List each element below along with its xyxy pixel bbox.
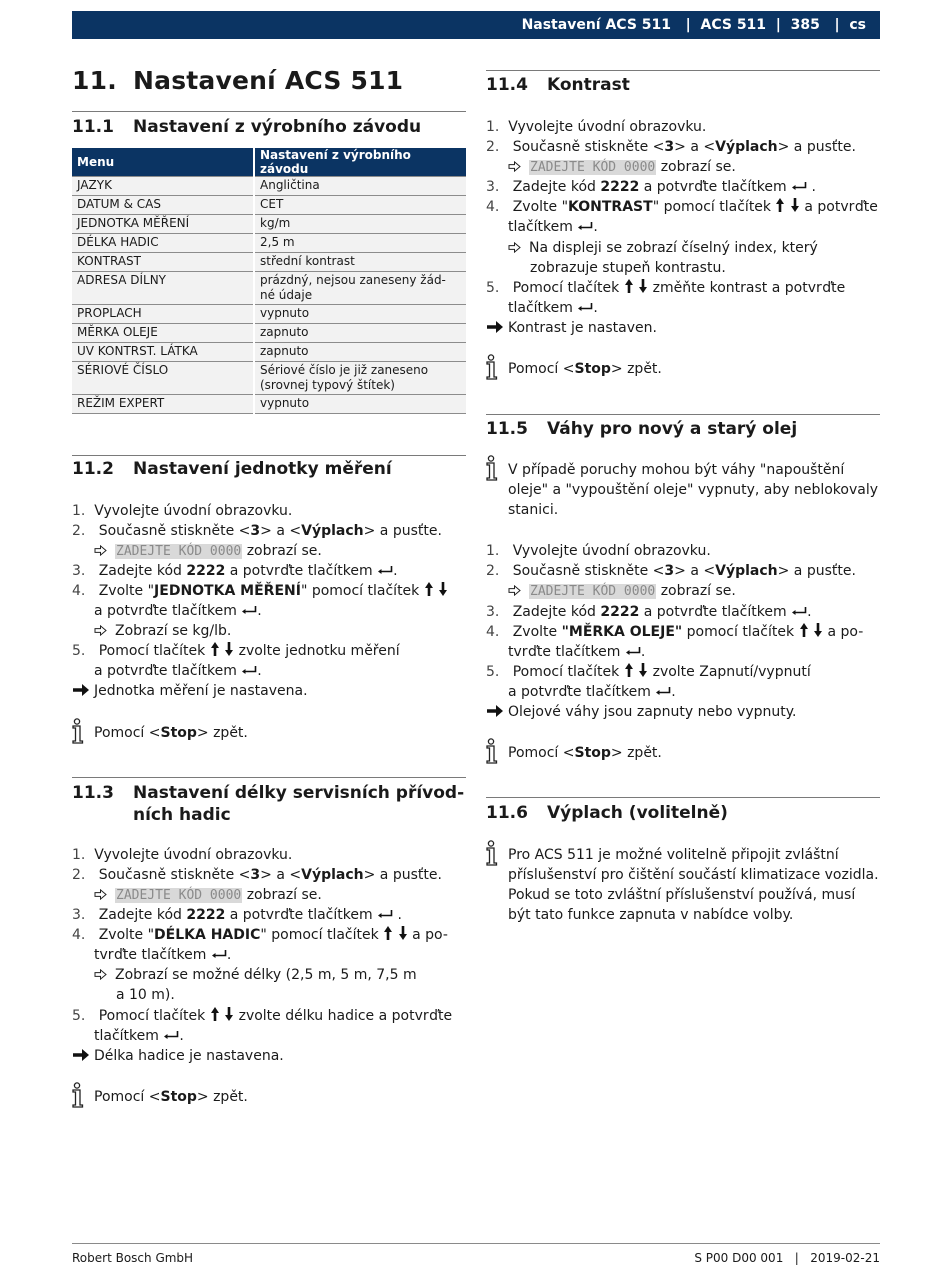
result-final [486, 318, 657, 338]
list-item: 2. Současně stiskněte <3> a <Výplach> a pusťte. [486, 139, 856, 155]
table-row [72, 234, 466, 253]
info-note: V případě poruchy mohou být váhy "napouštění [508, 462, 845, 478]
step-text: Vyvolejte úvodní obrazovku. [512, 543, 711, 559]
chapter-title-text: Nastavení ACS 511 [133, 66, 404, 95]
step-text: > a pusťte. [777, 563, 856, 579]
list-item: 4. Zvolte "DÉLKA HADIC" pomocí tlačítek a po- [72, 927, 448, 943]
enter-key-icon [241, 605, 257, 615]
list-item: 1. Vyvolejte úvodní obrazovku. [486, 543, 711, 559]
arrow-down-icon [638, 662, 648, 678]
table-cell-setting: prázdný, nejsou zaneseny žád- né údaje [254, 272, 466, 305]
arrow-up-icon [775, 197, 785, 213]
key-3: 3 [664, 563, 675, 579]
step-text: a potvrďte tlačítkem [639, 604, 792, 620]
step-text: > a < [674, 139, 716, 155]
result-arrow-icon [508, 242, 521, 253]
section-number: 11.6 [486, 803, 528, 823]
result-arrow-icon [508, 161, 521, 172]
result-line-cont [116, 985, 175, 1005]
table-cell-setting: CET [254, 196, 466, 215]
list-item-cont: tlačítkem . [94, 1028, 184, 1044]
list-item-cont: tlačítkem . [508, 300, 598, 316]
step-text: Vyvolejte úvodní obrazovku. [94, 503, 293, 519]
table-cell-menu: SÉRIOVÉ ČÍSLO [72, 362, 254, 395]
key-stop: Stop [160, 1089, 197, 1105]
header-text: Nastavení ACS 511 | ACS 511 | 385 | cs [521, 17, 866, 33]
table-cell-menu: REŽIM EXPERT [72, 395, 254, 414]
enter-key-icon [241, 665, 257, 675]
arrow-down-icon [438, 581, 448, 597]
step-text: > a pusťte. [363, 523, 442, 539]
section-title-11-4 [486, 74, 880, 96]
table-cell-setting: zapnuto [254, 343, 466, 362]
list-item: 2. Současně stiskněte <3> a <Výplach> a pusťte. [72, 523, 442, 539]
note-text: Pomocí < [508, 361, 575, 377]
table-header-setting: Nastavení z výrobního závodu [254, 148, 466, 177]
section-divider [486, 797, 880, 798]
factory-settings-table [72, 148, 466, 414]
note-text: > zpět. [610, 361, 662, 377]
code-2222: 2222 [186, 907, 226, 923]
arrow-up-icon [210, 641, 220, 657]
result-line [508, 238, 818, 258]
table-header-row [72, 148, 466, 177]
list-item: 3. Zadejte kód 2222 a potvrďte tlačítkem . [486, 604, 812, 620]
step-text: Pomocí tlačítek [512, 664, 624, 680]
step-text: zvolte jednotku měření [234, 643, 400, 659]
enter-key-icon [791, 181, 807, 191]
table-row [72, 395, 466, 414]
table-cell-setting: kg/m [254, 215, 466, 234]
list-item: 1. Vyvolejte úvodní obrazovku. [486, 119, 707, 135]
step-text: a 10 m). [116, 987, 175, 1003]
section-number: 11.1 [72, 117, 114, 137]
code-2222: 2222 [600, 179, 640, 195]
final-result-icon [72, 1048, 90, 1062]
step-text: Jednotka měření je nastavena. [94, 683, 308, 699]
result-line [94, 541, 322, 562]
step-text: a po- [823, 624, 864, 640]
list-item: 3. Zadejte kód 2222 a potvrďte tlačítkem . [486, 179, 816, 195]
section-title-11-2 [72, 458, 466, 480]
enter-key-icon [655, 686, 671, 696]
step-text: Pomocí tlačítek [98, 643, 210, 659]
section-title-11-1 [72, 116, 466, 138]
list-item-cont: tvrďte tlačítkem . [94, 947, 232, 963]
section-divider [486, 414, 880, 415]
step-text: tvrďte tlačítkem [508, 644, 625, 660]
key-vyplach: Výplach [715, 563, 778, 579]
table-row [72, 362, 466, 395]
step-text: Vyvolejte úvodní obrazovku. [508, 119, 707, 135]
arrow-up-icon [624, 662, 634, 678]
enter-key-icon [377, 909, 393, 919]
step-text: zvolte Zapnutí/vypnutí [648, 664, 811, 680]
arrow-down-icon [398, 925, 408, 941]
step-text: Zobrazí se kg/lb. [115, 623, 232, 639]
key-vyplach: Výplach [301, 523, 364, 539]
result-line [508, 157, 736, 178]
step-text: Zvolte " [98, 583, 155, 599]
section-title-text: Výplach (volitelně) [547, 803, 728, 823]
section-title-11-3 [72, 782, 466, 826]
table-cell-menu: MĚRKA OLEJE [72, 324, 254, 343]
list-item: 3. Zadejte kód 2222 a potvrďte tlačítkem . [72, 563, 398, 579]
table-row [72, 343, 466, 362]
step-text: Pomocí tlačítek [512, 280, 624, 296]
note-text: > zpět. [196, 725, 248, 741]
section-number: 11.2 [72, 459, 114, 479]
step-text: Zadejte kód [98, 907, 187, 923]
display-code: ZADEJTE KÓD 0000 [116, 888, 242, 903]
section-number: 11.3 [72, 783, 114, 803]
key-vyplach: Výplach [715, 139, 778, 155]
table-row [72, 305, 466, 324]
paragraph-line: Pro ACS 511 je možné volitelně připojit zvláštní [508, 847, 839, 863]
step-text: tlačítkem [508, 219, 578, 235]
result-arrow-icon [94, 545, 107, 556]
chapter-number: 11. [72, 66, 117, 95]
info-note: stanici. [508, 502, 559, 518]
note-text: > zpět. [196, 1089, 248, 1105]
section-title-text: Kontrast [547, 75, 630, 95]
list-item: 5. Pomocí tlačítek zvolte délku hadice a potvrďte [72, 1008, 453, 1024]
code-2222: 2222 [600, 604, 640, 620]
step-text: a potvrďte tlačítkem [225, 907, 378, 923]
step-text: > a < [260, 523, 302, 539]
result-final [72, 1046, 284, 1066]
list-item: 4. Zvolte "KONTRAST" pomocí tlačítek a potvrďte [486, 199, 878, 215]
table-row [72, 324, 466, 343]
step-text: Pomocí tlačítek [98, 1008, 210, 1024]
menu-name: KONTRAST [568, 199, 653, 215]
list-item: 1. Vyvolejte úvodní obrazovku. [72, 847, 293, 863]
step-text: > a < [674, 563, 716, 579]
key-vyplach: Výplach [301, 867, 364, 883]
paragraph-line: příslušenství pro čištění součástí klimatizace vozidla. [508, 867, 879, 883]
key-stop: Stop [574, 745, 611, 761]
key-stop: Stop [574, 361, 611, 377]
result-line [94, 621, 231, 641]
list-item-cont: tvrďte tlačítkem . [508, 644, 646, 660]
section-title-text: Nastavení délky servisních přívod- [133, 783, 465, 803]
section-title-text: Nastavení z výrobního závodu [133, 117, 422, 137]
step-text: Zvolte " [98, 927, 155, 943]
display-code: ZADEJTE KÓD 0000 [530, 160, 656, 175]
step-text: Délka hadice je nastavena. [94, 1048, 284, 1064]
arrow-down-icon [224, 641, 234, 657]
info-note [508, 359, 662, 379]
section-number: 11.5 [486, 419, 528, 439]
table-cell-menu: JAZYK [72, 177, 254, 196]
info-note: oleje" a "vypouštění oleje" vypnuty, aby neblokovaly [508, 482, 879, 498]
table-row [72, 196, 466, 215]
step-text: Zvolte [512, 624, 562, 640]
info-icon [486, 455, 502, 481]
step-text: a potvrďte tlačítkem [508, 684, 656, 700]
table-row [72, 177, 466, 196]
section-divider [72, 111, 466, 112]
list-item: 3. Zadejte kód 2222 a potvrďte tlačítkem . [72, 907, 402, 923]
result-line [94, 965, 417, 985]
list-item: 4. Zvolte "MĚRKA OLEJE" pomocí tlačítek a po- [486, 624, 864, 640]
key-3: 3 [250, 523, 261, 539]
code-2222: 2222 [186, 563, 226, 579]
arrow-down-icon [638, 278, 648, 294]
display-code: ZADEJTE KÓD 0000 [116, 544, 242, 559]
note-text: > zpět. [610, 745, 662, 761]
arrow-down-icon [790, 197, 800, 213]
table-cell-setting: Angličtina [254, 177, 466, 196]
arrow-down-icon [224, 1006, 234, 1022]
table-cell-menu: JEDNOTKA MĚŘENÍ [72, 215, 254, 234]
info-icon [72, 718, 88, 744]
step-text: Zadejte kód [98, 563, 187, 579]
menu-name: "MĚRKA OLEJE" [561, 624, 683, 640]
menu-name: JEDNOTKA MĚŘENÍ [154, 583, 301, 599]
menu-name: DÉLKA HADIC [154, 927, 261, 943]
footer-doc-info: S P00 D00 001 | 2019-02-21 [694, 1251, 880, 1265]
section-title-text: Váhy pro nový a starý olej [547, 419, 798, 439]
step-text: změňte kontrast a potvrďte [648, 280, 846, 296]
list-item-cont: a potvrďte tlačítkem . [508, 684, 676, 700]
section-title-11-5 [486, 418, 880, 440]
enter-key-icon [577, 302, 593, 312]
list-item: 2. Současně stiskněte <3> a <Výplach> a pusťte. [72, 867, 442, 883]
step-text: zobrazí se. [246, 887, 322, 903]
table-cell-menu: ADRESA DÍLNY [72, 272, 254, 305]
step-text: a potvrďte tlačítkem [225, 563, 378, 579]
step-text: > a pusťte. [777, 139, 856, 155]
key-3: 3 [250, 867, 261, 883]
list-item: 5. Pomocí tlačítek změňte kontrast a potvrďte [486, 280, 846, 296]
section-title-text: Nastavení jednotky měření [133, 459, 392, 479]
step-text: a potvrďte tlačítkem [639, 179, 792, 195]
arrow-up-icon [624, 278, 634, 294]
note-text: Pomocí < [94, 1089, 161, 1105]
step-text: tvrďte tlačítkem [94, 947, 211, 963]
enter-key-icon [377, 565, 393, 575]
step-text: a potvrďte tlačítkem [94, 603, 242, 619]
result-final [72, 681, 308, 701]
table-cell-setting: vypnuto [254, 395, 466, 414]
step-text: a potvrďte tlačítkem [94, 663, 242, 679]
final-result-icon [72, 683, 90, 697]
result-arrow-icon [94, 625, 107, 636]
enter-key-icon [211, 949, 227, 959]
list-item: 5. Pomocí tlačítek zvolte jednotku měření [72, 643, 400, 659]
info-icon [486, 840, 502, 866]
info-note [94, 1087, 248, 1107]
list-item: 2. Současně stiskněte <3> a <Výplach> a pusťte. [486, 563, 856, 579]
step-text: Zvolte " [512, 199, 569, 215]
enter-key-icon [163, 1030, 179, 1040]
arrow-down-icon [813, 622, 823, 638]
step-text: zobrazí se. [660, 583, 736, 599]
table-cell-setting: Sériové číslo je již zaneseno (srovnej typový štítek) [254, 362, 466, 395]
section-number: 11.4 [486, 75, 528, 95]
step-text: Vyvolejte úvodní obrazovku. [94, 847, 293, 863]
step-text: Zobrazí se možné délky (2,5 m, 5 m, 7,5 m [115, 967, 417, 983]
step-text: > a pusťte. [363, 867, 442, 883]
table-cell-setting: 2,5 m [254, 234, 466, 253]
step-text: Současně stiskněte < [512, 563, 665, 579]
table-cell-menu: DATUM & CAS [72, 196, 254, 215]
list-item-cont: a potvrďte tlačítkem . [94, 663, 262, 679]
info-note [508, 743, 662, 763]
display-code: ZADEJTE KÓD 0000 [530, 584, 656, 599]
info-icon [72, 1082, 88, 1108]
list-item-cont: tlačítkem . [508, 219, 598, 235]
section-title-text: ních hadic [133, 805, 231, 825]
result-arrow-icon [94, 969, 107, 980]
arrow-up-icon [424, 581, 434, 597]
table-cell-setting: zapnuto [254, 324, 466, 343]
step-text: zobrazí se. [246, 543, 322, 559]
table-row [72, 272, 466, 305]
step-text: tlačítkem [94, 1028, 164, 1044]
info-icon [486, 354, 502, 380]
page-header [72, 11, 880, 39]
key-3: 3 [664, 139, 675, 155]
info-icon [486, 738, 502, 764]
table-cell-menu: KONTRAST [72, 253, 254, 272]
step-text: a po- [407, 927, 448, 943]
step-text: zobrazí se. [660, 159, 736, 175]
note-text: Pomocí < [508, 745, 575, 761]
step-text: zobrazuje stupeň kontrastu. [530, 260, 726, 276]
section-divider [486, 70, 880, 71]
step-text: Kontrast je nastaven. [508, 320, 657, 336]
footer-company: Robert Bosch GmbH [72, 1251, 194, 1265]
table-row [72, 253, 466, 272]
note-text: Pomocí < [94, 725, 161, 741]
result-line-cont [530, 258, 726, 278]
step-text: Zadejte kód [512, 604, 601, 620]
step-text: " pomocí tlačítek [300, 583, 424, 599]
paragraph-line: Pokud se toto zvláštní příslušenství používá, musí [508, 887, 856, 903]
step-text: " pomocí tlačítek [260, 927, 384, 943]
step-text: Současně stiskněte < [512, 139, 665, 155]
list-item: 4. Zvolte "JEDNOTKA MĚŘENÍ" pomocí tlačítek [72, 581, 448, 601]
step-text: Současně stiskněte < [98, 867, 251, 883]
enter-key-icon [577, 221, 593, 231]
chapter-title [72, 66, 403, 95]
key-stop: Stop [160, 725, 197, 741]
step-text: Zadejte kód [512, 179, 601, 195]
list-item-cont: a potvrďte tlačítkem . [94, 603, 262, 619]
table-cell-setting: vypnuto [254, 305, 466, 324]
step-text: Současně stiskněte < [98, 523, 251, 539]
info-note [94, 723, 248, 743]
arrow-up-icon [210, 1006, 220, 1022]
step-text: > a < [260, 867, 302, 883]
arrow-up-icon [799, 622, 809, 638]
step-text: Olejové váhy jsou zapnuty nebo vypnuty. [508, 704, 797, 720]
section-divider [72, 455, 466, 456]
table-row [72, 215, 466, 234]
step-text: a potvrďte [799, 199, 878, 215]
paragraph-line: být tato funkce zapnuta v nabídce volby. [508, 907, 794, 923]
section-title-11-6 [486, 802, 880, 824]
arrow-up-icon [383, 925, 393, 941]
result-final [486, 702, 796, 722]
table-cell-menu: DÉLKA HADIC [72, 234, 254, 253]
table-cell-menu: PROPLACH [72, 305, 254, 324]
list-item: 5. Pomocí tlačítek zvolte Zapnutí/vypnutí [486, 664, 811, 680]
list-item: 1. Vyvolejte úvodní obrazovku. [72, 503, 293, 519]
step-text: pomocí tlačítek [682, 624, 799, 640]
table-cell-menu: UV KONTRST. LÁTKA [72, 343, 254, 362]
footer-divider [72, 1243, 880, 1244]
table-cell-setting: střední kontrast [254, 253, 466, 272]
result-line [508, 581, 736, 602]
section-divider [72, 777, 466, 778]
step-text: tlačítkem [508, 300, 578, 316]
step-text: Na displeji se zobrazí číselný index, který [529, 240, 818, 256]
result-arrow-icon [508, 585, 521, 596]
enter-key-icon [625, 646, 641, 656]
enter-key-icon [791, 606, 807, 616]
result-line [94, 885, 322, 906]
final-result-icon [486, 320, 504, 334]
final-result-icon [486, 704, 504, 718]
step-text: " pomocí tlačítek [652, 199, 776, 215]
step-text: zvolte délku hadice a potvrďte [234, 1008, 453, 1024]
table-header-menu: Menu [72, 148, 254, 177]
result-arrow-icon [94, 889, 107, 900]
